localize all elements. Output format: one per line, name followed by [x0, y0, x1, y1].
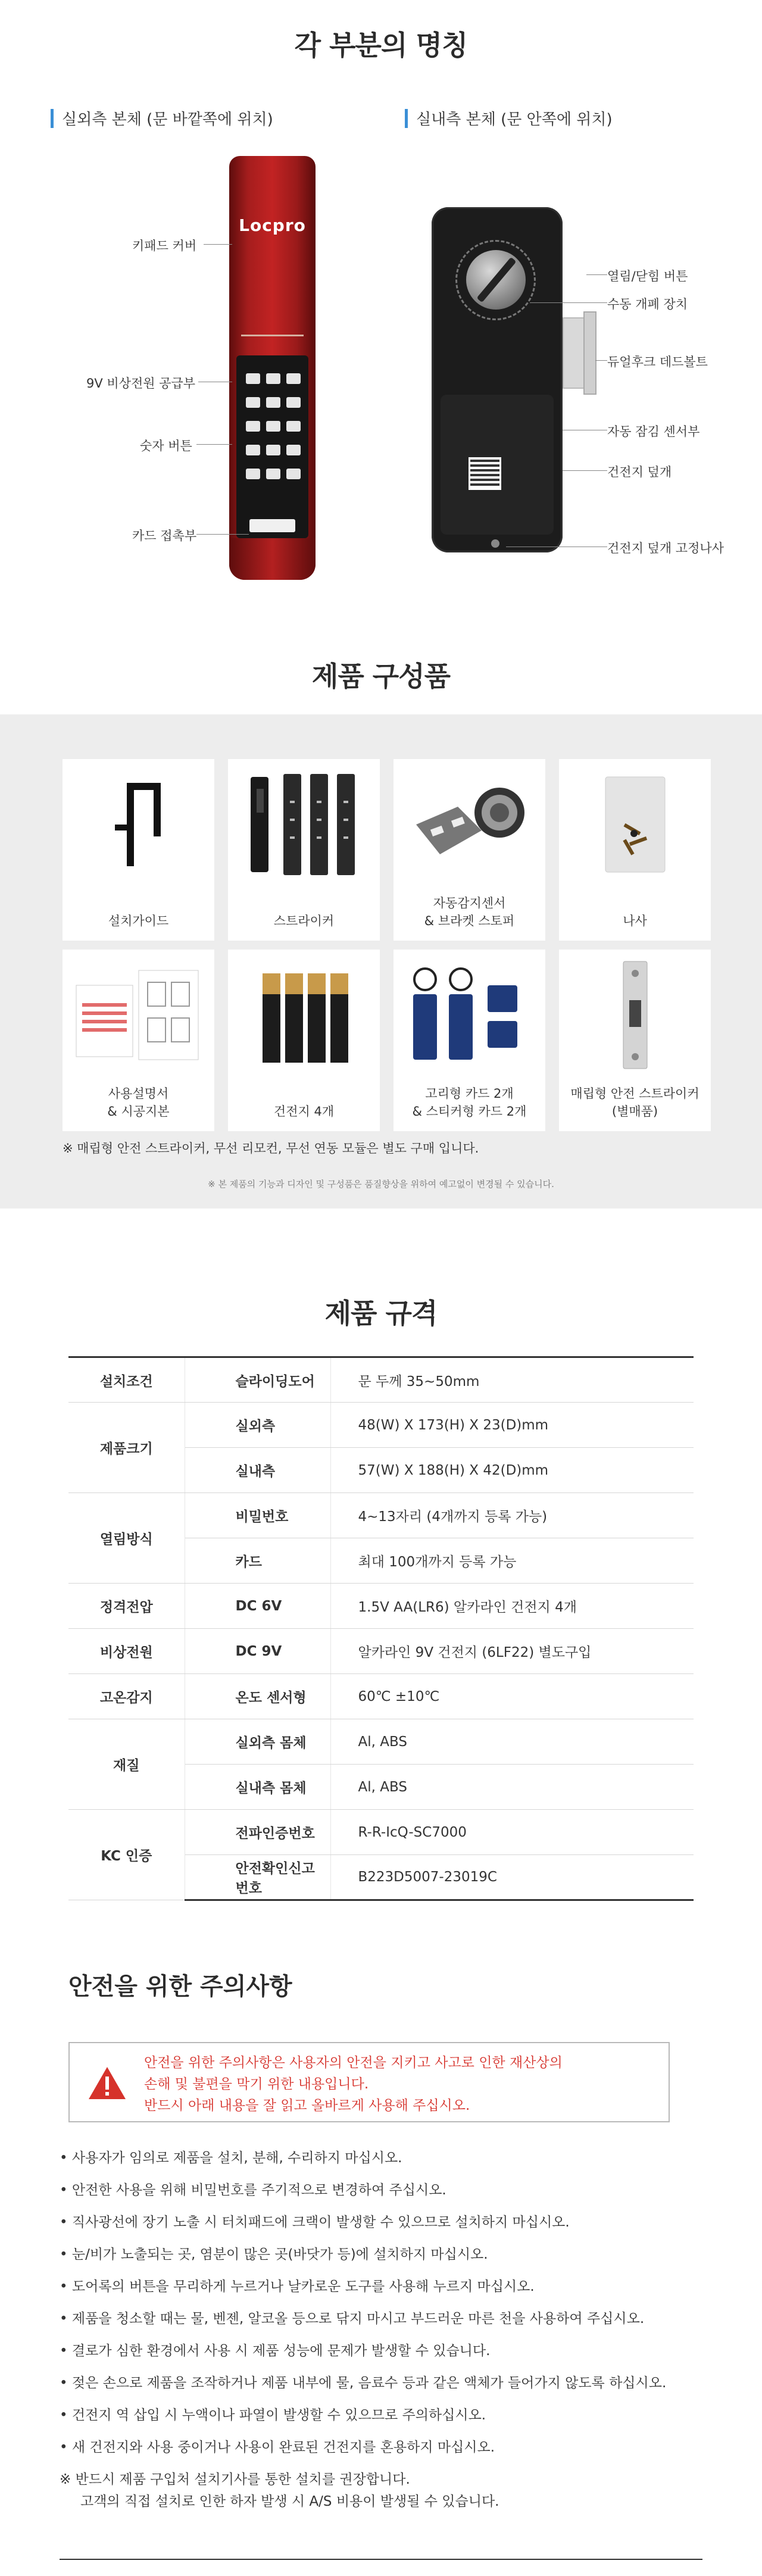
label-deadbolt: 듀얼후크 데드볼트	[607, 355, 708, 369]
label-9v-power: 9V 비상전원 공급부	[86, 376, 196, 391]
parts-section	[0, 0, 762, 613]
leader-line	[204, 244, 232, 245]
key	[286, 445, 301, 455]
spec-row	[68, 1629, 694, 1674]
spec-category: 설치조건	[68, 1357, 185, 1403]
spec-subcategory: 실외측	[185, 1403, 330, 1448]
key	[266, 373, 280, 384]
component-card	[63, 950, 214, 1131]
spec-row	[68, 1674, 694, 1719]
cards-icon	[394, 956, 545, 1075]
spec-subcategory: 실내측	[185, 1448, 330, 1493]
spec-value: 48(W) X 173(H) X 23(D)mm	[330, 1403, 694, 1448]
spec-category: 고온감지	[68, 1674, 185, 1719]
component-label: 스트라이커	[273, 914, 335, 928]
separate-purchase-note: ※ 매립형 안전 스트라이커, 무선 리모컨, 무선 연동 모듈은 별도 구매 입니다.	[63, 1141, 479, 1156]
component-card	[228, 950, 380, 1131]
spec-value: 알카라인 9V 건전지 (6LF22) 별도구입	[330, 1629, 694, 1674]
spec-category: 열림방식	[68, 1493, 185, 1584]
safety-striker-icon	[559, 956, 711, 1075]
spec-subcategory: 실외측 몸체	[185, 1719, 330, 1765]
indoor-heading-text: 실내측 본체 (문 안쪽에 위치)	[416, 111, 613, 129]
spec-value: 최대 100개까지 등록 가능	[330, 1538, 694, 1584]
spec-subcategory: DC 6V	[185, 1584, 330, 1629]
change-disclaimer: ※ 본 제품의 기능과 디자인 및 구성품은 품질향상을 위하여 예고없이 변경될 수 있습니다.	[208, 1179, 554, 1189]
spec-row	[68, 1719, 694, 1765]
safety-item: • 새 건전지와 사용 중이거나 사용이 완료된 건전지를 혼용하지 마십시오.	[60, 2440, 495, 2455]
key	[246, 445, 260, 455]
spec-value: 문 두께 35~50mm	[330, 1357, 694, 1403]
spec-subcategory: 온도 센서형	[185, 1674, 330, 1719]
indoor-heading	[405, 107, 613, 129]
spec-value: Al, ABS	[330, 1719, 694, 1765]
component-label: 사용설명서 & 시공지본	[107, 1086, 170, 1119]
spec-subcategory: 비밀번호	[185, 1493, 330, 1538]
heading-bar	[51, 109, 54, 128]
cover-screw	[491, 539, 499, 548]
screws-icon	[559, 765, 711, 884]
key	[266, 397, 280, 408]
leader-line	[595, 360, 607, 361]
spec-subcategory: 슬라이딩도어	[185, 1357, 330, 1403]
brand-logo: Locpro	[239, 216, 306, 235]
label-number-buttons: 숫자 버튼	[140, 439, 192, 453]
card-reader	[249, 519, 295, 532]
safety-item: ※ 반드시 제품 구입처 설치기사를 통한 설치를 권장합니다.	[60, 2472, 410, 2487]
key	[286, 373, 301, 384]
specs-title: 제품 규격	[324, 1297, 438, 1329]
deadbolt	[563, 317, 586, 389]
safety-sub-item: 고객의 직접 설치로 인한 하자 발생 시 A/S 비용이 발생될 수 있습니다.	[80, 2494, 499, 2509]
label-battery-cover: 건전지 덮개	[607, 465, 672, 479]
key	[246, 469, 260, 479]
key	[246, 397, 260, 408]
bolt-plate	[583, 311, 597, 395]
safety-item: • 결로가 심한 환경에서 사용 시 제품 성능에 문제가 발생할 수 있습니다.	[60, 2343, 491, 2359]
safety-item: • 제품을 청소할 때는 물, 벤젠, 알코올 등으로 닦지 마시고 부드러운 마른 천을 사용하여 주십시오.	[60, 2311, 645, 2327]
leader-line	[563, 470, 607, 471]
keypad	[236, 355, 308, 538]
components-title: 제품 구성품	[311, 660, 451, 692]
component-card	[228, 759, 380, 941]
spec-value: Al, ABS	[330, 1765, 694, 1810]
warning-line: 안전을 위한 주의사항은 사용자의 안전을 지키고 사고로 인한 재산상의	[144, 2055, 563, 2071]
component-label: 건전지 4개	[273, 1104, 335, 1119]
outdoor-heading-text: 실외측 본체 (문 바깥쪽에 위치)	[62, 111, 273, 129]
manual-thumbturn	[466, 250, 526, 310]
safety-item: • 건전지 역 삽입 시 누액이나 파열이 발생할 수 있으므로 주의하십시오.	[60, 2408, 486, 2423]
sensor-bracket-icon	[394, 765, 545, 884]
spec-subcategory: 전파인증번호	[185, 1810, 330, 1855]
spec-subcategory: 안전확인신고번호	[185, 1855, 330, 1900]
warning-triangle-icon	[88, 2066, 127, 2103]
spec-category: 정격전압	[68, 1584, 185, 1629]
spec-category: 재질	[68, 1719, 185, 1810]
spec-value: 4~13자리 (4개까지 등록 가능)	[330, 1493, 694, 1538]
safety-item: • 안전한 사용을 위해 비밀번호를 주기적으로 변경하여 주십시오.	[60, 2182, 446, 2198]
spec-value: R-R-IcQ-SC7000	[330, 1810, 694, 1855]
outdoor-lock-image	[229, 156, 316, 580]
key	[246, 421, 260, 432]
spec-value: 1.5V AA(LR6) 알카라인 건전지 4개	[330, 1584, 694, 1629]
component-label: 나사	[623, 914, 647, 928]
bottom-divider	[60, 2559, 702, 2560]
spec-category: 비상전원	[68, 1629, 185, 1674]
label-open-close-button: 열림/닫힘 버튼	[607, 269, 688, 283]
lock-base	[229, 538, 316, 580]
warning-line: 손해 및 불편을 막기 위한 내용입니다.	[144, 2077, 369, 2092]
label-cover-screw: 건전지 덮개 고정나사	[607, 541, 724, 555]
leader-line	[530, 302, 607, 303]
leader-line	[196, 534, 249, 535]
safety-item: • 직사광선에 장기 노출 시 터치패드에 크랙이 발생할 수 있으므로 설치하지 마십시오.	[60, 2215, 570, 2230]
manual-icon	[63, 956, 214, 1075]
heading-bar	[405, 109, 408, 128]
indoor-lock-image	[432, 207, 563, 552]
safety-list	[60, 2142, 714, 2513]
component-label: 고리형 카드 2개 & 스티커형 카드 2개	[412, 1086, 527, 1119]
spec-subcategory: 실내측 몸체	[185, 1765, 330, 1810]
safety-item: • 도어록의 버튼을 무리하게 누르거나 날카로운 도구를 사용해 누르지 마십시오.	[60, 2279, 535, 2294]
component-card	[63, 759, 214, 941]
component-card	[559, 759, 711, 941]
label-auto-lock-sensor: 자동 잠김 센서부	[607, 424, 700, 439]
parts-title: 각 부분의 명칭	[294, 29, 468, 61]
spec-subcategory: 카드	[185, 1538, 330, 1584]
spec-row	[68, 1403, 694, 1448]
safety-item: • 젖은 손으로 제품을 조작하거나 제품 내부에 물, 음료수 등과 같은 액체가 들어가지 않도록 하십시오.	[60, 2375, 667, 2391]
safety-title: 안전을 위한 주의사항	[68, 1973, 292, 2000]
component-label: 자동감지센서 & 브라켓 스토퍼	[424, 896, 515, 928]
spec-subcategory: DC 9V	[185, 1629, 330, 1674]
safety-item: • 눈/비가 노출되는 곳, 염분이 많은 곳(바닷가 등)에 설치하지 마십시오.	[60, 2247, 488, 2262]
key	[246, 373, 260, 384]
warning-box	[68, 2042, 670, 2122]
component-label: 매립형 안전 스트라이커 (별매품)	[570, 1086, 699, 1119]
spec-row	[68, 1810, 694, 1855]
outdoor-heading	[51, 107, 273, 129]
component-label: 설치가이드	[108, 914, 169, 928]
striker-icon	[228, 765, 380, 884]
spec-category: KC 인증	[68, 1810, 185, 1900]
warning-line: 반드시 아래 내용을 잘 읽고 올바르게 사용해 주십시오.	[144, 2098, 470, 2113]
label-keypad-cover: 키패드 커버	[132, 239, 197, 253]
key	[286, 397, 301, 408]
leader-line	[586, 274, 607, 275]
label-card-contact: 카드 접촉부	[132, 529, 197, 543]
install-guide-icon	[63, 765, 214, 884]
key	[266, 421, 280, 432]
spec-row	[68, 1493, 694, 1538]
spec-value: B223D5007-23019C	[330, 1855, 694, 1900]
key	[286, 469, 301, 479]
spec-value: 57(W) X 188(H) X 42(D)mm	[330, 1448, 694, 1493]
spec-row	[68, 1584, 694, 1629]
spec-table	[68, 1356, 694, 1901]
batteries-icon	[228, 956, 380, 1075]
components-area	[0, 714, 762, 1209]
component-card	[394, 759, 545, 941]
keypad-cover-edge	[241, 335, 304, 336]
key	[266, 469, 280, 479]
component-card	[559, 950, 711, 1131]
warning-text	[144, 2052, 563, 2116]
key	[266, 445, 280, 455]
qr-code-icon	[469, 457, 501, 490]
safety-item: • 사용자가 임의로 제품을 설치, 분해, 수리하지 마십시오.	[60, 2150, 402, 2166]
key	[286, 421, 301, 432]
component-card	[394, 950, 545, 1131]
label-manual-opener: 수동 개폐 장치	[607, 297, 688, 311]
spec-value: 60℃ ±10℃	[330, 1674, 694, 1719]
spec-category: 제품크기	[68, 1403, 185, 1493]
leader-line	[196, 444, 232, 445]
spec-row	[68, 1357, 694, 1403]
